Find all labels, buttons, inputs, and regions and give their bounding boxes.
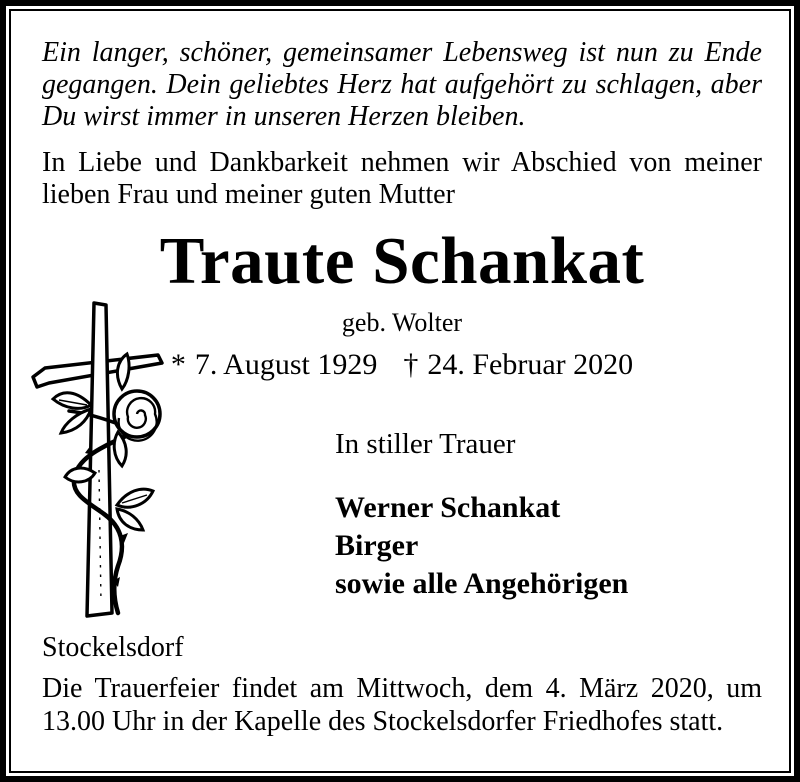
epitaph-verse <box>42 37 762 133</box>
funeral-line: Die Trauerfeier findet am Mittwoch, dem 4. März 2020, um <box>42 673 762 704</box>
cross-rose-illustration <box>25 295 175 625</box>
epitaph-line: gegangen. Dein geliebtes Herz hat aufgehört zu schlagen, aber <box>42 69 762 100</box>
memorial-notice-inner-frame <box>9 9 791 773</box>
mourner-name: Birger <box>335 529 419 562</box>
funeral-details <box>42 672 762 738</box>
death-symbol: † <box>403 348 419 381</box>
mourner-name: sowie alle Angehörigen <box>335 567 629 600</box>
intro-text <box>42 147 762 211</box>
intro-line: lieben Frau und meiner guten Mutter <box>42 179 455 210</box>
birth-date: 7. August 1929 <box>194 348 378 381</box>
mourners-block <box>335 428 762 603</box>
condolence-phrase: In stiller Trauer <box>335 428 516 460</box>
epitaph-line: Ein langer, schöner, gemeinsamer Lebensweg ist nun zu Ende <box>42 37 762 68</box>
deceased-name: Traute Schankat <box>159 224 645 298</box>
mourner-name: Werner Schankat <box>335 491 561 524</box>
city-name: Stockelsdorf <box>42 632 184 663</box>
mourners-list <box>335 489 762 603</box>
funeral-line: 13.00 Uhr in der Kapelle des Stockelsdorfer Friedhofes statt. <box>42 706 724 737</box>
maiden-name: geb. Wolter <box>341 308 463 337</box>
birth-symbol: * <box>170 348 186 381</box>
epitaph-line: Du wirst immer in unseren Herzen bleiben. <box>42 101 526 132</box>
death-date: 24. Februar 2020 <box>427 348 634 381</box>
intro-line: In Liebe und Dankbarkeit nehmen wir Abschied von meiner <box>42 147 762 178</box>
